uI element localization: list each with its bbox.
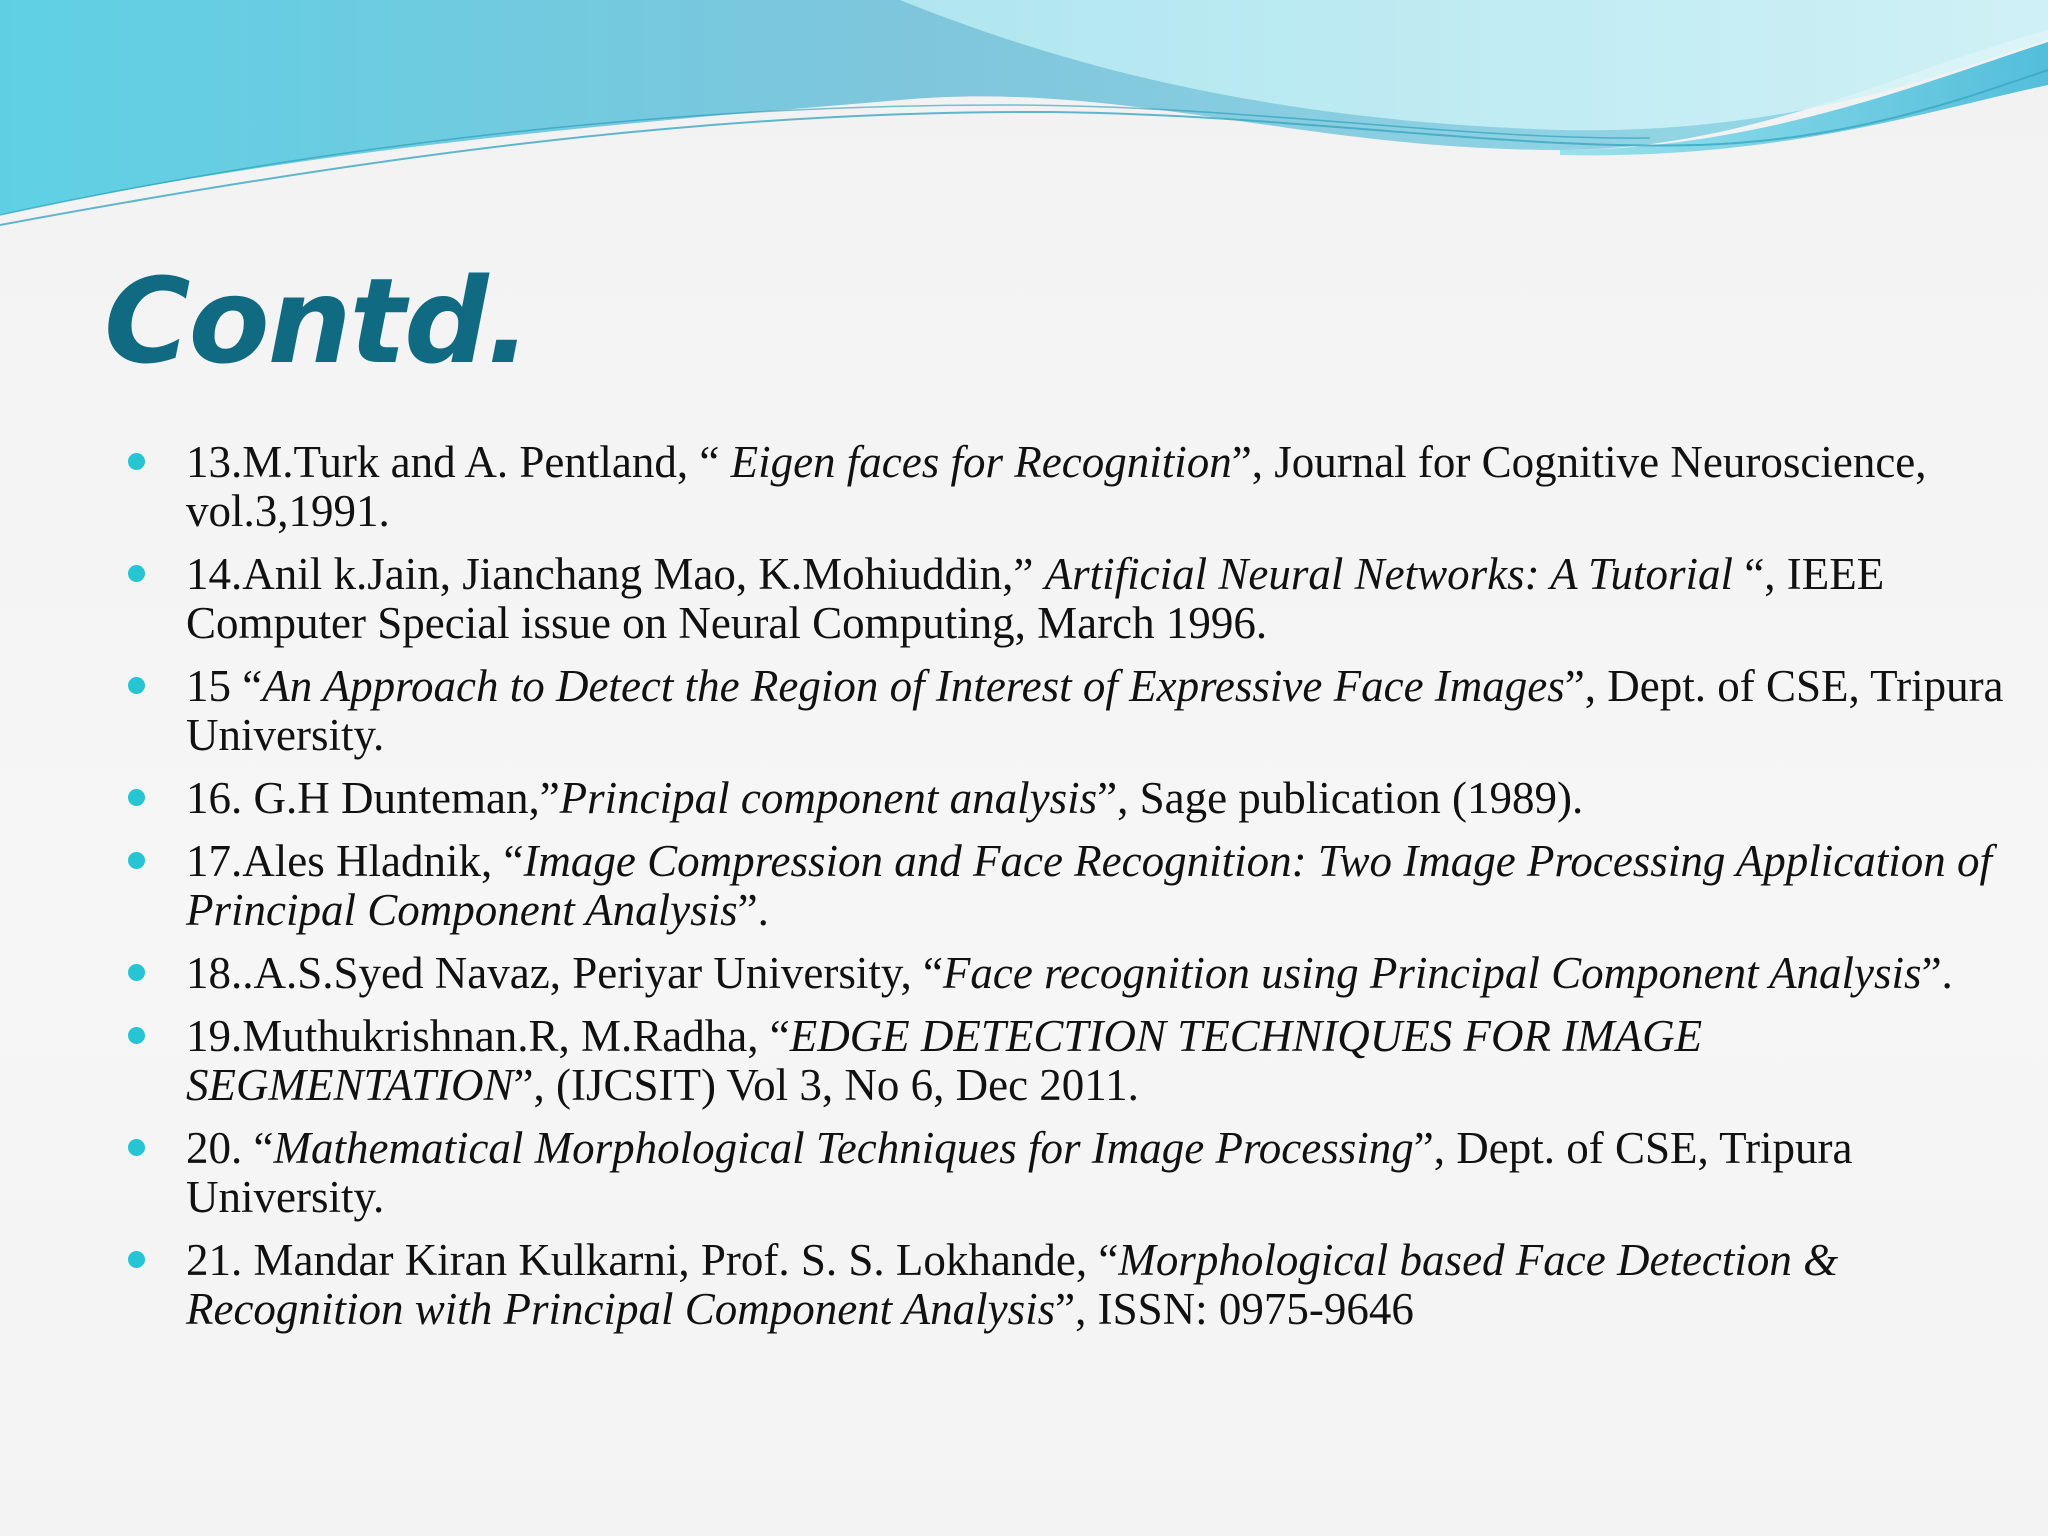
reference-title: Face recognition using Principal Component Analysis: [942, 948, 1922, 998]
reference-list: [128, 438, 2008, 1348]
bullet-icon: [128, 453, 145, 470]
reference-suffix: ”, Dept. of CSE, Tripura University.: [186, 661, 2004, 760]
reference-suffix: ”.: [737, 885, 769, 935]
reference-prefix: 15 “: [186, 661, 263, 711]
reference-item: [128, 1124, 2008, 1222]
reference-prefix: 13.M.Turk and A. Pentland, “: [186, 437, 731, 487]
bullet-icon: [128, 677, 145, 694]
reference-prefix: 16. G.H Dunteman,”: [186, 773, 560, 823]
reference-prefix: 19.Muthukrishnan.R, M.Radha, “: [186, 1011, 790, 1061]
reference-suffix: ”, Dept. of CSE, Tripura University.: [186, 1123, 1853, 1222]
bullet-icon: [128, 1251, 145, 1268]
reference-item: [128, 662, 2008, 760]
reference-title: Morphological based Face Detection & Recognition with Principal Component Analysis: [186, 1235, 1839, 1334]
reference-title: Mathematical Morphological Techniques for Image Processing: [273, 1123, 1414, 1173]
reference-item: [128, 1012, 2008, 1110]
bullet-icon: [128, 565, 145, 582]
reference-title: Eigen faces for Recognition: [730, 437, 1232, 487]
reference-title: Principal component analysis: [559, 773, 1098, 823]
bullet-icon: [128, 1139, 145, 1156]
bullet-icon: [128, 789, 145, 806]
reference-suffix: ”, (IJCSIT) Vol 3, No 6, Dec 2011.: [513, 1060, 1139, 1110]
reference-item: [128, 774, 2008, 823]
bullet-icon: [128, 852, 145, 869]
reference-prefix: 20. “: [186, 1123, 274, 1173]
header-wave-decoration: [0, 0, 2048, 260]
reference-item: [128, 438, 2008, 536]
reference-item: [128, 949, 2008, 998]
reference-suffix: “, IEEE Computer Special issue on Neural Computing, March 1996.: [186, 549, 1885, 648]
reference-title: Artificial Neural Networks: A Tutorial: [1044, 549, 1734, 599]
reference-title: An Approach to Detect the Region of Interest of Expressive Face Images: [262, 661, 1565, 711]
reference-suffix: ”, ISSN: 0975-9646: [1055, 1284, 1414, 1334]
reference-item: [128, 1236, 2008, 1334]
reference-prefix: 21. Mandar Kiran Kulkarni, Prof. S. S. Lokhande, “: [186, 1235, 1119, 1285]
slide-title: Contd.: [104, 252, 530, 390]
bullet-icon: [128, 964, 145, 981]
reference-title: Image Compression and Face Recognition: Two Image Processing Application of Principal Component Analysis: [186, 836, 1992, 935]
reference-suffix: ”, Sage publication (1989).: [1097, 773, 1584, 823]
reference-suffix: ”.: [1921, 948, 1953, 998]
reference-item: [128, 837, 2008, 935]
reference-suffix: ”, Journal for Cognitive Neuroscience, vol.3,1991.: [186, 437, 1927, 536]
reference-prefix: 17.Ales Hladnik, “: [186, 836, 524, 886]
reference-item: [128, 550, 2008, 648]
reference-prefix: 18..A.S.Syed Navaz, Periyar University, “: [186, 948, 943, 998]
reference-title: EDGE DETECTION TECHNIQUES FOR IMAGE SEGMENTATION: [186, 1011, 1703, 1110]
reference-prefix: 14.Anil k.Jain, Jianchang Mao, K.Mohiuddin,”: [186, 549, 1045, 599]
bullet-icon: [128, 1027, 145, 1044]
